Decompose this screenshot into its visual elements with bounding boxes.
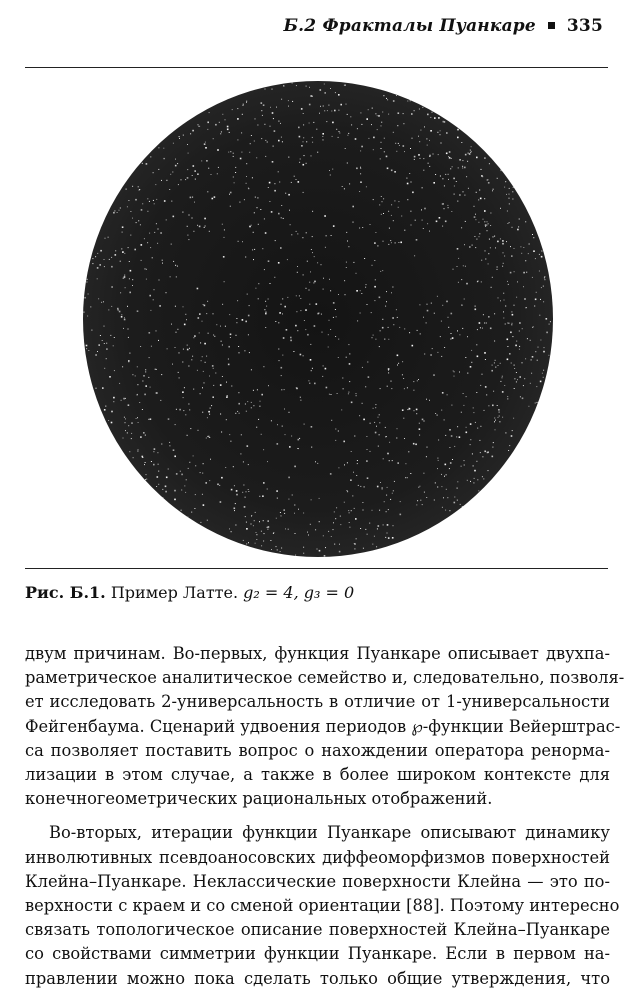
paragraph-1-line: лизации в этом случае, а также в более широком контексте для [25,765,610,785]
body-text [25,642,625,991]
paragraph-2-line: инволютивных псевдоаносовских диффеоморфизмов поверхностей [25,847,610,867]
paragraph-1-line: конечногеометрических рациональных отображений. [25,789,493,809]
poincare-disk-image [82,80,554,558]
figure-caption [25,583,354,602]
running-head [283,16,603,36]
paragraph-1-line: Фейгенбаума. Сценарий удвоения периодов ℘-функции Вейерштрас- [25,716,621,736]
paragraph-2-line: Во-вторых, итерации функции Пуанкаре описывают динамику [49,823,610,843]
paragraph-2-line: Клейна–Пуанкаре. Неклассические поверхности Клейна — это по- [25,871,610,891]
paragraph-1-line: раметрическое аналитическое семейство и, следовательно, позволя- [25,668,625,688]
top-rule [25,67,608,68]
paragraph-2-line: со свойствами симметрии функции Пуанкаре. Если в первом на- [25,944,610,964]
paragraph-1-line: са позволяет поставить вопрос о нахождении оператора ренорма- [25,740,610,760]
page-number: 335 [566,16,603,36]
separator-square-icon [548,22,555,29]
caption-label: Рис. Б.1. [25,583,106,602]
caption-text: Пример Латте. [110,583,239,602]
paragraph-2-line: правлении можно пока сделать только общие утверждения, что [25,968,610,988]
paragraph-1-line: двум причинам. Во-первых, функция Пуанкаре описывает двухпа- [25,644,610,663]
bottom-rule [25,568,608,569]
paragraph-2-line: связать топологическое описание поверхностей Клейна–Пуанкаре [25,920,610,940]
caption-formula: g₂ = 4, g₃ = 0 [243,583,355,602]
section-title: Б.2 Фракталы Пуанкаре [283,16,536,36]
paragraph-1-line: ет исследовать 2-универсальность в отличие от 1-универсальности [25,692,610,712]
fractal-figure [82,80,554,558]
paragraph-2-line: верхности с краем и со сменой ориентации [88]. Поэтому интересно [25,896,620,916]
